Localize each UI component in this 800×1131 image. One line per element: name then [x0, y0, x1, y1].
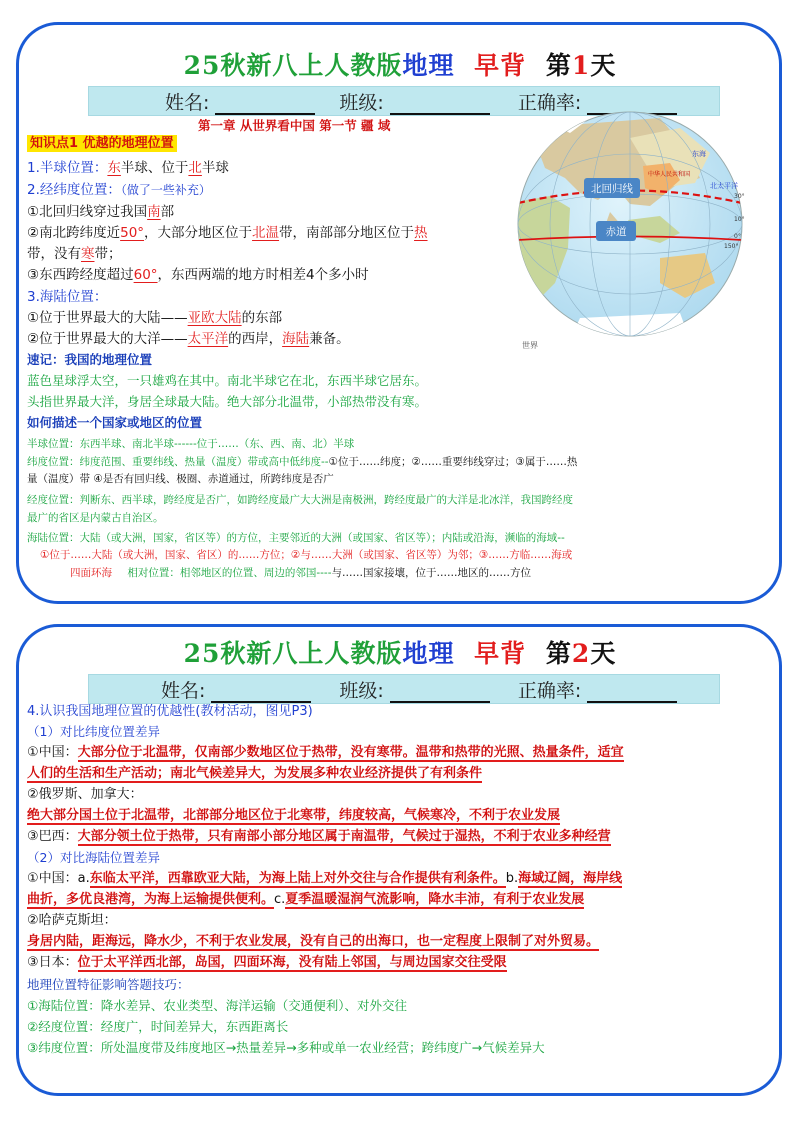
name-label: 姓名:	[165, 91, 210, 114]
japan-text: 位于太平洋西北部，岛国，四面环海，没有陆上邻国，与周边国家交往受限	[77, 955, 507, 970]
how-latitude-2: 量（温度）带 ④是否有回归线、极圈、赤道通过，所跨纬度是否广	[27, 473, 334, 485]
kazakh-text-line	[27, 934, 599, 950]
s2-note: （做了一些补充）	[120, 183, 211, 197]
s2a-end: 部	[160, 204, 175, 220]
class-label-2: 班级:	[339, 679, 384, 702]
japan-line	[27, 955, 507, 971]
s3a-end: 的东部	[241, 310, 283, 326]
s1-label: 1.半球位置：	[27, 160, 108, 176]
name-blank[interactable]	[215, 93, 315, 115]
s3a-line	[27, 310, 282, 326]
s2b-answer-tropic: 热	[414, 225, 428, 241]
poem-line-1: 蓝色星球浮太空，一只雄鸡在其中。南北半球它在北，东西半球它居东。	[27, 373, 428, 388]
title2-prefix: 25秋新八上人教版	[183, 639, 403, 668]
s2c-text-a: ③东西跨经度超过	[27, 267, 134, 283]
s2b-answer-lat: 50°	[120, 225, 145, 241]
china-lat-line2	[27, 766, 482, 782]
title-zaobei: 早背	[474, 51, 527, 80]
china-sea-a: a.	[77, 871, 90, 886]
s2b-line2	[27, 246, 122, 262]
globe-lon-150: 150°	[724, 243, 739, 250]
p2-heading: （2）对比海陆位置差异	[27, 850, 160, 865]
china-sea-t3: 曲折，多优良港湾，为海上运输提供便利。	[27, 892, 275, 907]
class-label: 班级:	[339, 91, 384, 114]
accuracy-label: 正确率:	[517, 91, 582, 114]
how-landsea-1: 海陆位置：大陆（或大洲，国家，省区等）的方位，主要邻近的大洲（或国家、省区等）；内陆或沿海，濒临的海域--	[27, 532, 565, 544]
tip-landsea: ①海陆位置：降水差异、农业类型、海洋运输（交通便利）、对外交往	[27, 998, 407, 1013]
title2-day-number: 2	[571, 639, 591, 668]
china-sea-t4: 夏季温暖湿润气流影响，降水丰沛，有利于农业发展	[285, 892, 585, 907]
china-sea-label: ①中国：	[27, 871, 78, 886]
s2c-answer: 60°	[133, 267, 158, 283]
globe-caption: 世界	[522, 341, 538, 350]
name-field[interactable]	[165, 88, 315, 115]
s2b-text-g: 带，没有	[27, 246, 81, 262]
russia-label-line: ②俄罗斯、加拿大：	[27, 787, 143, 802]
title-subject: 地理	[402, 51, 455, 80]
china-sea-t1: 东临太平洋，西靠欧亚大陆，为海上陆上对外交往与合作提供有利条件。	[89, 871, 506, 886]
s1-text-end: 半球	[201, 160, 229, 176]
s2-label: 2.经纬度位置：	[27, 182, 121, 198]
day1-title	[0, 46, 800, 82]
globe-sea-label: 东海	[692, 150, 706, 158]
poem-line-2: 头指世界最大洋，身居全球最大陆。绝大部分北温带，小部热带没有寒。	[27, 394, 428, 409]
how-latitude-a: 纬度位置：纬度范围、重要纬线、热量（温度）带或高中低纬度--	[27, 456, 329, 468]
name-label-2: 姓名:	[161, 679, 206, 702]
s2b-answer-temperate: 北温	[252, 225, 280, 241]
globe-ocean-label: 北太平洋	[710, 182, 738, 190]
tip-latitude: ③纬度位置：所处温度带及纬度地区→热量差异→多种或单一农业经营；跨纬度广→气候差异大	[27, 1040, 545, 1055]
s2a-line	[27, 204, 174, 220]
title-prefix: 25秋新八上人教版	[183, 51, 403, 80]
tip-longitude: ②经度位置：经度广，时间差异大，东西距离长	[27, 1019, 289, 1034]
title2-di: 第	[545, 639, 572, 668]
s2b-text-a: ②南北跨纬度近	[27, 225, 121, 241]
brazil-text: 大部分领土位于热带，只有南部小部分地区属于南温带，气候过于湿热，不利于农业多种经营	[77, 829, 611, 844]
china-lat-text2: 人们的生活和生产活动；南北气候差异大，为发展多种农业经济提供了有利条件	[27, 766, 483, 781]
globe-equator-label: 赤道	[605, 226, 627, 238]
brazil-label: ③巴西：	[27, 829, 78, 844]
s2a-answer: 南	[147, 204, 161, 220]
china-lat-line1	[27, 745, 624, 761]
s2c-text-c: ，东西两端的地方时相差4个多小时	[157, 267, 369, 283]
s2b-text-e: 带，南部部分地区位于	[279, 225, 415, 241]
s2b-text-i: 带；	[94, 246, 122, 262]
how-latitude-1	[27, 454, 577, 470]
globe-tropic-label: 北回归线	[591, 183, 633, 195]
china-sea-c: c.	[274, 892, 286, 907]
how-hemisphere-text: 半球位置：东西半球、南北半球------位于……（东、西、南、北）半球	[27, 438, 355, 450]
how-hemisphere	[27, 436, 354, 452]
how-landsea-surround: 四面环海	[70, 567, 112, 579]
s3a-text: ①位于世界最大的大陆——	[27, 310, 188, 326]
s2c-line	[27, 267, 369, 283]
name-blank-2[interactable]	[211, 681, 311, 703]
class-field[interactable]	[339, 88, 489, 115]
s1-text: 半球、位于	[120, 160, 189, 176]
s2b-line1	[27, 225, 428, 241]
accuracy-field-2[interactable]	[518, 676, 677, 703]
s1-answer-north: 北	[188, 160, 202, 176]
how-longitude-2: 最广的省区是内蒙古自治区。	[27, 512, 164, 524]
how-landsea-3	[70, 565, 531, 581]
title2-zaobei: 早背	[474, 639, 527, 668]
day2-namebar	[88, 674, 720, 704]
s1-answer-east: 东	[107, 160, 121, 176]
chapter-heading: 第一章 从世界看中国 第一节 疆 域	[198, 118, 391, 133]
s2a-text: ①北回归线穿过我国	[27, 204, 148, 220]
how-relative-end: 与……国家接壤，位于……地区的……方位	[331, 567, 531, 579]
day2-title	[0, 634, 800, 670]
class-blank-2[interactable]	[390, 681, 490, 703]
how-latitude-b: ①位于……纬度；②……重要纬线穿过；③属于……热	[328, 456, 578, 468]
globe-lat-30: 30°	[734, 193, 745, 200]
title2-tian: 天	[590, 639, 617, 668]
name-field-2[interactable]	[161, 676, 311, 703]
brazil-line	[27, 829, 611, 845]
china-sea-t2: 海域辽阔，海岸线	[518, 871, 623, 886]
globe-china-label: 中华人民共和国	[648, 171, 691, 178]
title-tian: 天	[590, 51, 617, 80]
japan-label: ③日本：	[27, 955, 78, 970]
globe-svg	[510, 108, 750, 340]
how-heading: 如何描述一个国家或地区的位置	[27, 415, 203, 430]
s2-line	[27, 182, 211, 198]
title-day-number: 1	[571, 51, 591, 80]
china-lat-text1: 大部分位于北温带，仅南部少数地区位于热带，没有寒带。温带和热带的光照、热量条件，适宜	[77, 745, 624, 760]
s3b-answer-pacific: 太平洋	[187, 331, 229, 347]
s3b-answer-landsea: 海陆	[282, 331, 310, 347]
how-longitude-1: 经度位置：判断东、西半球，跨经度是否广，如跨经度最广大大洲是南极洲，跨经度最广的大洋是北冰洋，我国跨经度	[27, 494, 573, 506]
s3b-line	[27, 331, 350, 347]
s3b-text: ②位于世界最大的大洋——	[27, 331, 188, 347]
russia-text-line	[27, 808, 560, 824]
s2b-text-c: ，大部分地区位于	[144, 225, 253, 241]
globe-lat-0: 0°	[734, 233, 741, 240]
russia-text: 绝大部分国土位于北温带，北部部分地区位于北寒带，纬度较高，气候寒冷，不利于农业发展	[27, 808, 561, 823]
title-di: 第	[545, 51, 572, 80]
china-sea-line2	[27, 892, 584, 908]
class-blank[interactable]	[390, 93, 490, 115]
kazakh-label-line: ②哈萨克斯坦：	[27, 913, 117, 928]
s3-label: 3.海陆位置：	[27, 289, 108, 305]
s2b-answer-cold: 寒	[81, 246, 95, 262]
title2-subject: 地理	[402, 639, 455, 668]
tips-heading: 地理位置特征影响答题技巧：	[27, 977, 190, 992]
class-field-2[interactable]	[339, 676, 489, 703]
p1-heading: （1）对比纬度位置差异	[27, 724, 160, 739]
accuracy-label-2: 正确率:	[517, 679, 582, 702]
how-relative: 相对位置：相邻地区的位置、周边的邻国----	[127, 567, 332, 579]
s3b-end: 兼备。	[309, 331, 350, 347]
suji-heading: 速记：我国的地理位置	[27, 352, 153, 367]
kp1-label: 知识点1 优越的地理位置	[27, 135, 177, 152]
s4-heading: 4.认识我国地理位置的优越性(教材活动，图见P3)	[27, 704, 313, 719]
china-sea-b: b.	[505, 871, 519, 886]
s3a-answer: 亚欧大陆	[187, 310, 242, 326]
kazakh-text: 身居内陆，距海远，降水少，不利于农业发展，没有自己的出海口，也一定程度上限制了对外贸易。	[27, 934, 600, 949]
globe-map	[510, 108, 750, 340]
s3b-text-c: 的西岸，	[228, 331, 283, 347]
accuracy-blank-2[interactable]	[587, 681, 677, 703]
china-sea-line1	[27, 871, 622, 887]
china-lat-label: ①中国：	[27, 745, 78, 760]
s1-line	[27, 160, 229, 176]
knowledge-point-1	[27, 136, 177, 152]
how-landsea-2: ①位于……大陆（或大洲，国家、省区）的……方位；②与……大洲（或国家、省区等）为邻；③……方临……海或	[40, 549, 573, 561]
globe-lat-10: 10°	[734, 216, 745, 223]
